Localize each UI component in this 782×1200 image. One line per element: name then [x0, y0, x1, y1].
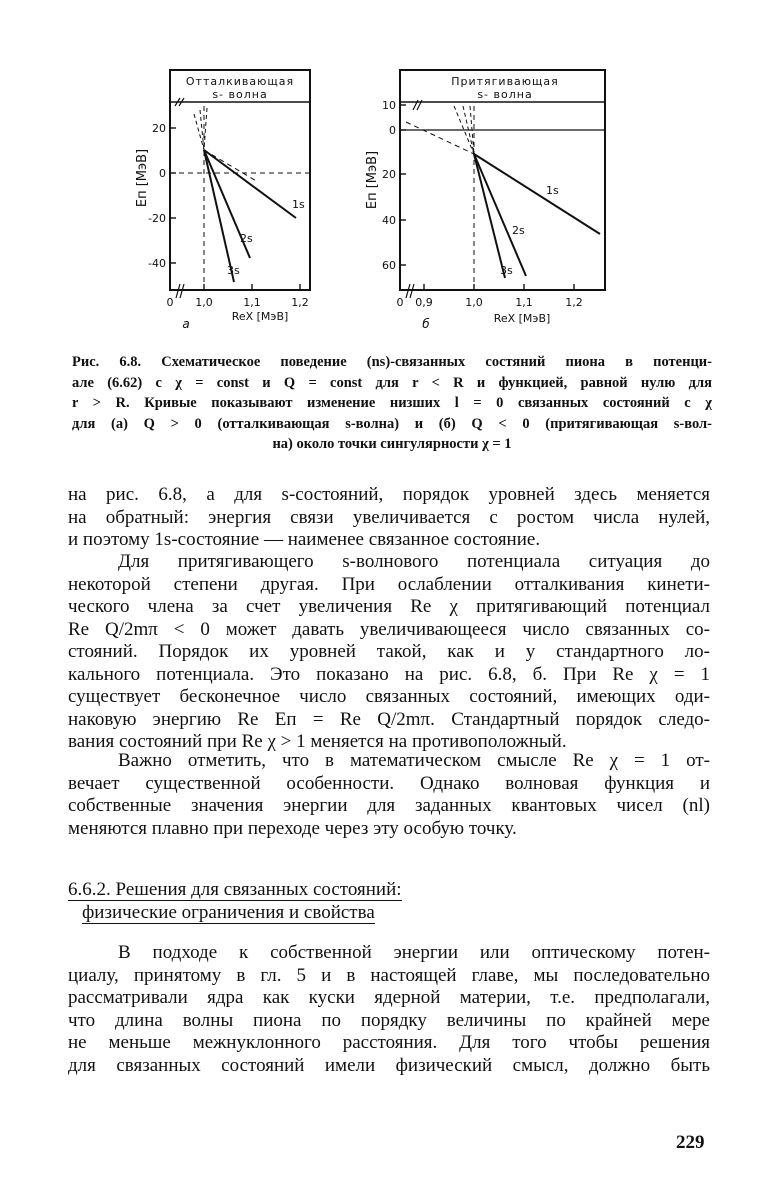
panel-a-xtick-1-1: 1,1 [243, 296, 261, 309]
figure-caption [72, 352, 712, 455]
text-line: меняются плавно при переходе через эту особую точку. [68, 817, 517, 839]
text-line: рассматривали ядра как куски ядерной материи, т.е. предполагали, [68, 987, 710, 1008]
panel-b-xtick-1-0: 1,0 [465, 296, 483, 309]
panel-a [135, 70, 310, 331]
panel-b-label-1s: 1s [546, 184, 559, 197]
panel-a-frame [170, 70, 310, 290]
text-line: вечает существенной особенности. Однако волновая функция и [68, 772, 710, 794]
text-line: кального потенциала. Это показано на рис. 6.8, б. При Re χ = 1 [68, 663, 710, 685]
text-line: ческого члена за счет увеличения Re χ притягивающий потенциал [68, 596, 710, 617]
panel-a-ytick-20: 20 [152, 122, 166, 135]
panel-a-title-2: s- волна [212, 88, 268, 101]
page-number: 229 [676, 1132, 705, 1153]
text-line: собственные значения энергии для заданных квантовых чисел (nl) [68, 795, 710, 816]
text-line: не меньше межнуклонного расстояния. Для того чтобы решения [68, 1032, 710, 1053]
panel-b-xtick-0: 0 [396, 296, 404, 309]
heading-line-2 [68, 901, 588, 924]
panel-b-label-3s: 3s [500, 264, 513, 277]
panel-b-ylabel: Eп [МэВ] [365, 150, 380, 210]
caption-line: для (а) Q > 0 (отталкивающая s-волна) и (б) Q < 0 (притягивающая s-вол- [72, 415, 712, 432]
panel-a-xtick-1-0: 1,0 [195, 296, 213, 309]
caption-line: r > R. Кривые показывают изменение низших l = 0 связанных состояний с χ [72, 395, 712, 411]
panel-a-ylabel: Eп [МэВ] [135, 148, 150, 208]
text-line: наковую энергию Re Eп = Re Q/2mπ. Стандартный порядок следо- [68, 708, 710, 730]
text-line: Важно отметить, что в математическом смысле Re χ = 1 от- [118, 750, 710, 771]
panel-b-xtick-0-9: 0,9 [415, 296, 433, 309]
text-line: стояний. Порядок их уровней такой, как и у стандартного ло- [68, 641, 710, 662]
text-line: что длина волны пиона по порядку величины по крайней мере [68, 1009, 710, 1031]
heading-text-2: физические ограничения и свойства [82, 902, 375, 923]
panel-b-xtick-1-1: 1,1 [515, 296, 533, 309]
panel-a-title-1: Отталкивающая [185, 75, 295, 88]
heading-line-1 [68, 878, 588, 901]
panel-a-ytick-0: 0 [159, 167, 166, 180]
panel-a-xlabel: ReX [МэВ] [231, 310, 289, 323]
panel-b-curve-1s [474, 154, 600, 234]
paragraph-1 [68, 484, 710, 552]
caption-line: але (6.62) с χ = const и Q = const для r < R и функцией, равной нулю для [72, 374, 712, 391]
panel-a-label: a [182, 317, 190, 331]
panel-b-title-1: Притягивающая [451, 75, 559, 88]
text-line: на обратный: энергия связи увеличивается с ростом числа нулей, [68, 506, 710, 528]
caption-line: Рис. 6.8. Схематическое поведение (ns)-связанных состяний пиона в потенци- [72, 354, 712, 370]
text-line: некоторой степени другая. При ослаблении отталкивания кинети- [68, 573, 710, 595]
text-line: на рис. 6.8, а для s-состояний, порядок уровней здесь меняется [68, 484, 710, 505]
text-line: вания состояний при Re χ > 1 меняется на противоположный. [68, 731, 567, 752]
text-line: Для притягивающего s-волнового потенциала ситуация до [118, 551, 710, 572]
panel-a-ytick-m20: -20 [148, 212, 166, 225]
text-line: для связанных состояний имели физический смысл, должно быть [68, 1054, 710, 1076]
panel-b-ytick-20: 20 [382, 168, 396, 181]
panel-b-frame [400, 70, 605, 290]
text-line: циалу, принятому в гл. 5 и в настоящей главе, мы последовательно [68, 964, 710, 986]
panel-b-label: б [422, 317, 430, 331]
panel-b-ytick-40: 40 [382, 214, 396, 227]
panel-a-label-3s: 3s [227, 264, 240, 277]
paragraph-3 [68, 750, 710, 840]
text-line: существует бесконечное число связанных состояний, имеющих оди- [68, 686, 710, 707]
text-line: Re Q/2mπ < 0 может давать увеличивающееся число связанных со- [68, 618, 710, 640]
panel-b-xtick-1-2: 1,2 [565, 296, 583, 309]
heading-text-1: 6.6.2. Решения для связанных состояний: [68, 879, 402, 900]
paragraph-2 [68, 551, 710, 754]
figure-6-8 [130, 62, 630, 352]
paragraph-4 [68, 942, 710, 1077]
panel-a-ytick-m40: -40 [148, 257, 166, 270]
text-line: и поэтому 1s-состояние — наименее связанное состояние. [68, 529, 541, 550]
panel-b [365, 70, 605, 331]
panel-a-label-1s: 1s [292, 198, 305, 211]
section-heading [68, 878, 588, 924]
panel-a-xtick-0: 0 [166, 296, 174, 309]
panel-b-xlabel: ReX [МэВ] [493, 312, 551, 325]
panel-a-xtick-1-2: 1,2 [291, 296, 309, 309]
panel-b-ytick-60: 60 [382, 259, 396, 272]
panel-b-title-2: s- волна [477, 88, 533, 101]
text-line: В подходе к собственной энергии или оптическому потен- [118, 942, 710, 963]
panel-b-ytick-0: 0 [389, 124, 396, 137]
panel-b-ytick-10: 10 [382, 99, 396, 112]
panel-a-label-2s: 2s [240, 232, 253, 245]
panel-b-label-2s: 2s [512, 224, 525, 237]
caption-line: на) около точки сингулярности χ = 1 [272, 436, 512, 452]
